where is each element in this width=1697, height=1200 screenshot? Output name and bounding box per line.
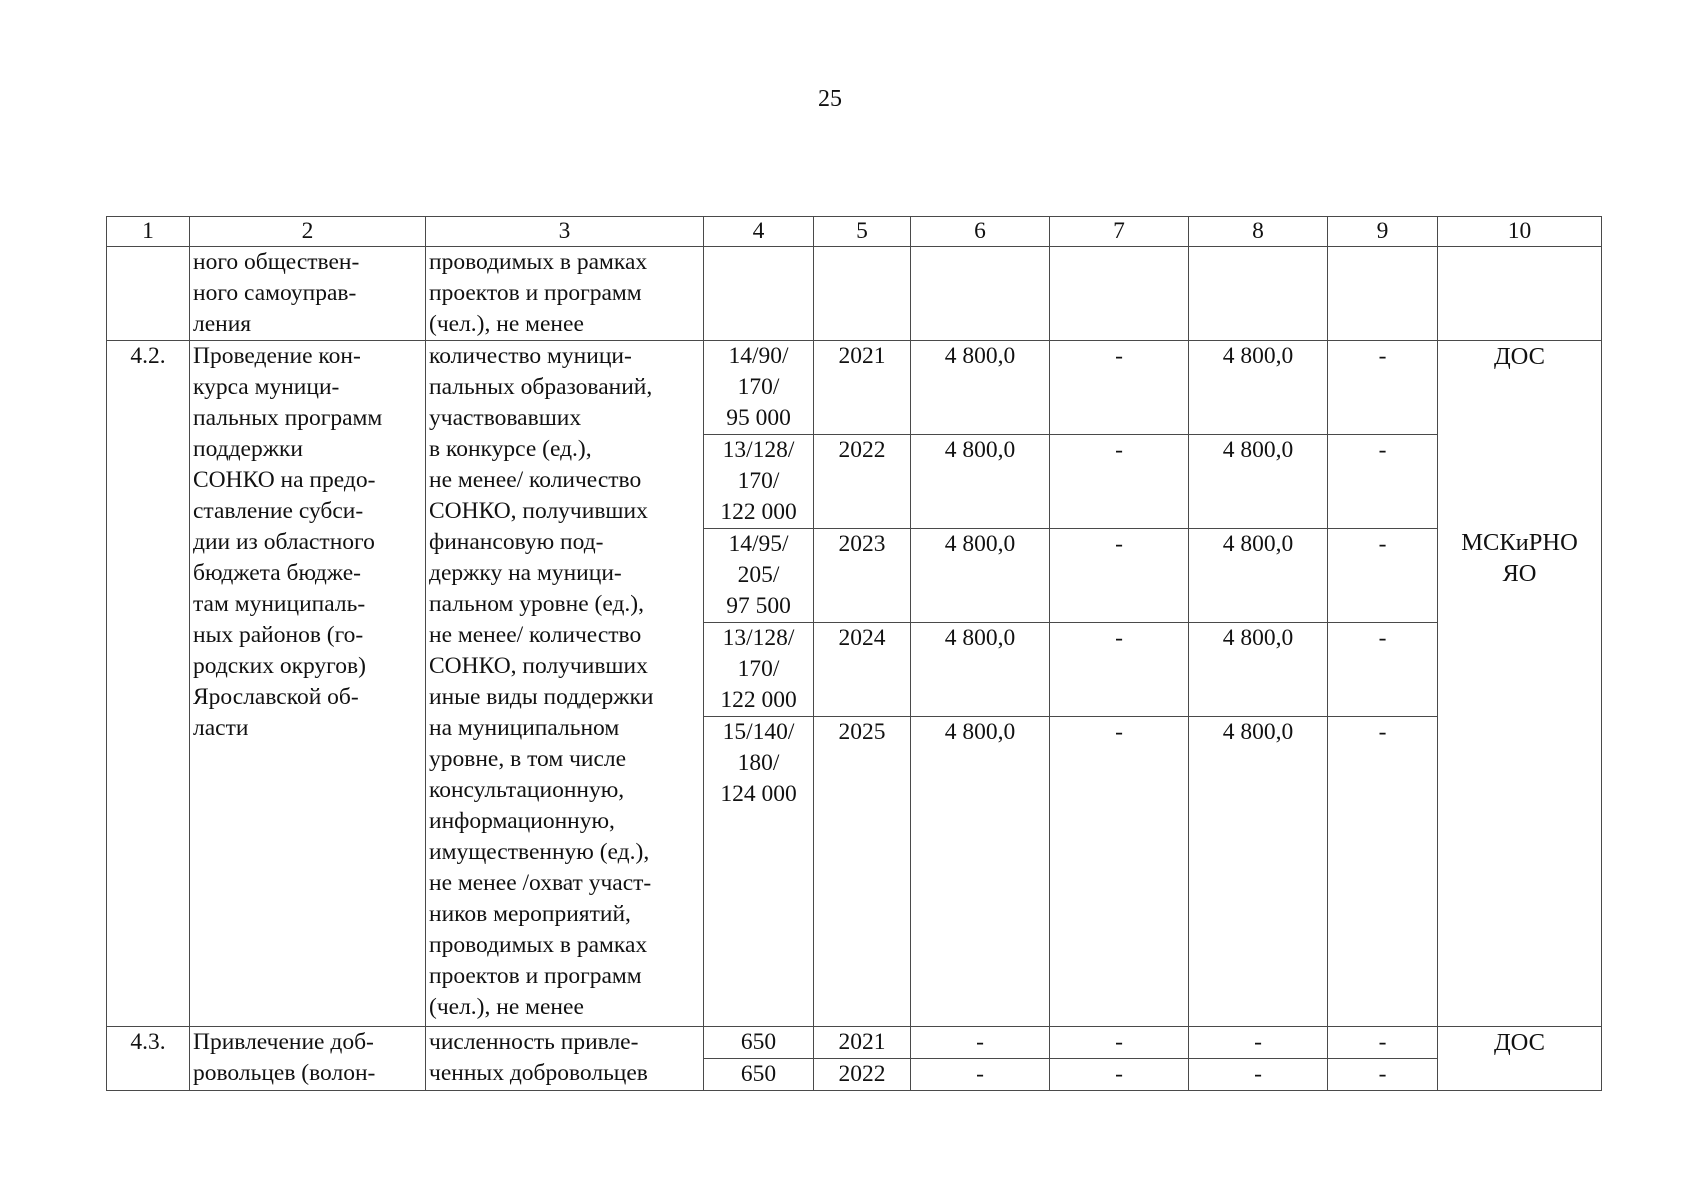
amount-cell: - (1328, 717, 1438, 1027)
year-cell (814, 247, 911, 341)
row-number-cell: 4.2. (107, 341, 190, 1027)
amount-cell: - (1050, 1059, 1189, 1091)
value-cell: 15/140/ 180/ 124 000 (704, 717, 814, 1027)
amount-cell: - (1328, 529, 1438, 623)
value-cell: 13/128/ 170/ 122 000 (704, 435, 814, 529)
amount-cell: - (1189, 1027, 1328, 1059)
executor-label: МСКиРНО ЯО (1461, 529, 1578, 587)
executor-cell (1438, 247, 1602, 341)
value-cell: 650 (704, 1059, 814, 1091)
amount-cell: 4 800,0 (911, 717, 1050, 1027)
amount-cell: 4 800,0 (911, 341, 1050, 435)
amount-cell: 4 800,0 (911, 623, 1050, 717)
year-cell: 2021 (814, 341, 911, 435)
year-cell: 2025 (814, 717, 911, 1027)
measure-name-cell: Проведение кон- курса муници- пальных программ поддержки СОНКО на предо- ставление субси- дии из областного бюджета бюдже- там муниципаль- ных районов (го- родских округов) Ярославской об- ласти (190, 341, 426, 1027)
column-number-row (107, 217, 1602, 247)
value-cell: 14/90/ 170/ 95 000 (704, 341, 814, 435)
amount-cell (1189, 247, 1328, 341)
amount-cell: - (1328, 341, 1438, 435)
indicator-cell: проводимых в рамках проектов и программ (чел.), не менее (426, 247, 704, 341)
value-cell: 14/95/ 205/ 97 500 (704, 529, 814, 623)
amount-cell (1328, 247, 1438, 341)
amount-cell: - (1050, 529, 1189, 623)
table-row (107, 1027, 1602, 1059)
row-number-cell (107, 247, 190, 341)
amount-cell: 4 800,0 (1189, 435, 1328, 529)
column-header: 1 (107, 217, 190, 247)
amount-cell: 4 800,0 (1189, 717, 1328, 1027)
amount-cell: - (1328, 435, 1438, 529)
measure-name-cell: ного обществен- ного самоуправ- ления (190, 247, 426, 341)
executor-label: ДОС (1493, 343, 1546, 370)
amount-cell: - (911, 1059, 1050, 1091)
amount-cell: - (1189, 1059, 1328, 1091)
column-header: 8 (1189, 217, 1328, 247)
amount-cell: - (1050, 623, 1189, 717)
amount-cell: 4 800,0 (911, 529, 1050, 623)
column-header: 10 (1438, 217, 1602, 247)
amount-cell: - (1328, 623, 1438, 717)
row-number-cell: 4.3. (107, 1027, 190, 1091)
amount-cell: - (1050, 341, 1189, 435)
year-cell: 2024 (814, 623, 911, 717)
column-header: 3 (426, 217, 704, 247)
year-cell: 2022 (814, 1059, 911, 1091)
value-cell: 13/128/ 170/ 122 000 (704, 623, 814, 717)
value-cell (704, 247, 814, 341)
measures-table (106, 216, 1602, 1091)
year-cell: 2022 (814, 435, 911, 529)
amount-cell: - (911, 1027, 1050, 1059)
executor-cell (1438, 341, 1602, 1027)
measure-name-cell: Привлечение доб- ровольцев (волон- (190, 1027, 426, 1091)
amount-cell: 4 800,0 (1189, 529, 1328, 623)
amount-cell: - (1328, 1059, 1438, 1091)
column-header: 2 (190, 217, 426, 247)
amount-cell: 4 800,0 (1189, 623, 1328, 717)
amount-cell: 4 800,0 (1189, 341, 1328, 435)
column-header: 9 (1328, 217, 1438, 247)
amount-cell (911, 247, 1050, 341)
column-header: 7 (1050, 217, 1189, 247)
amount-cell: - (1050, 717, 1189, 1027)
amount-cell (1050, 247, 1189, 341)
page-number: 25 (818, 86, 842, 112)
indicator-cell: численность привле- ченных добровольцев (426, 1027, 704, 1091)
year-cell: 2023 (814, 529, 911, 623)
column-header: 5 (814, 217, 911, 247)
amount-cell: - (1328, 1027, 1438, 1059)
executor-cell: ДОС (1438, 1027, 1602, 1091)
column-header: 4 (704, 217, 814, 247)
column-header: 6 (911, 217, 1050, 247)
value-cell: 650 (704, 1027, 814, 1059)
table-row (107, 341, 1602, 435)
table-row (107, 247, 1602, 341)
indicator-cell: количество муници- пальных образований, участвовавших в конкурсе (ед.), не менее/ количество СОНКО, получивших финансовую под- держку на муници- пальном уровне (ед.), не менее/ количество СОНКО, получивших иные виды поддержки на муниципальном уровне, в том числе консультационную, информационную, имущественную (ед.), не менее /охват участ- ников мероприятий, проводимых в рамках проектов и программ (чел.), не менее (426, 341, 704, 1027)
amount-cell: - (1050, 1027, 1189, 1059)
amount-cell: 4 800,0 (911, 435, 1050, 529)
amount-cell: - (1050, 435, 1189, 529)
year-cell: 2021 (814, 1027, 911, 1059)
